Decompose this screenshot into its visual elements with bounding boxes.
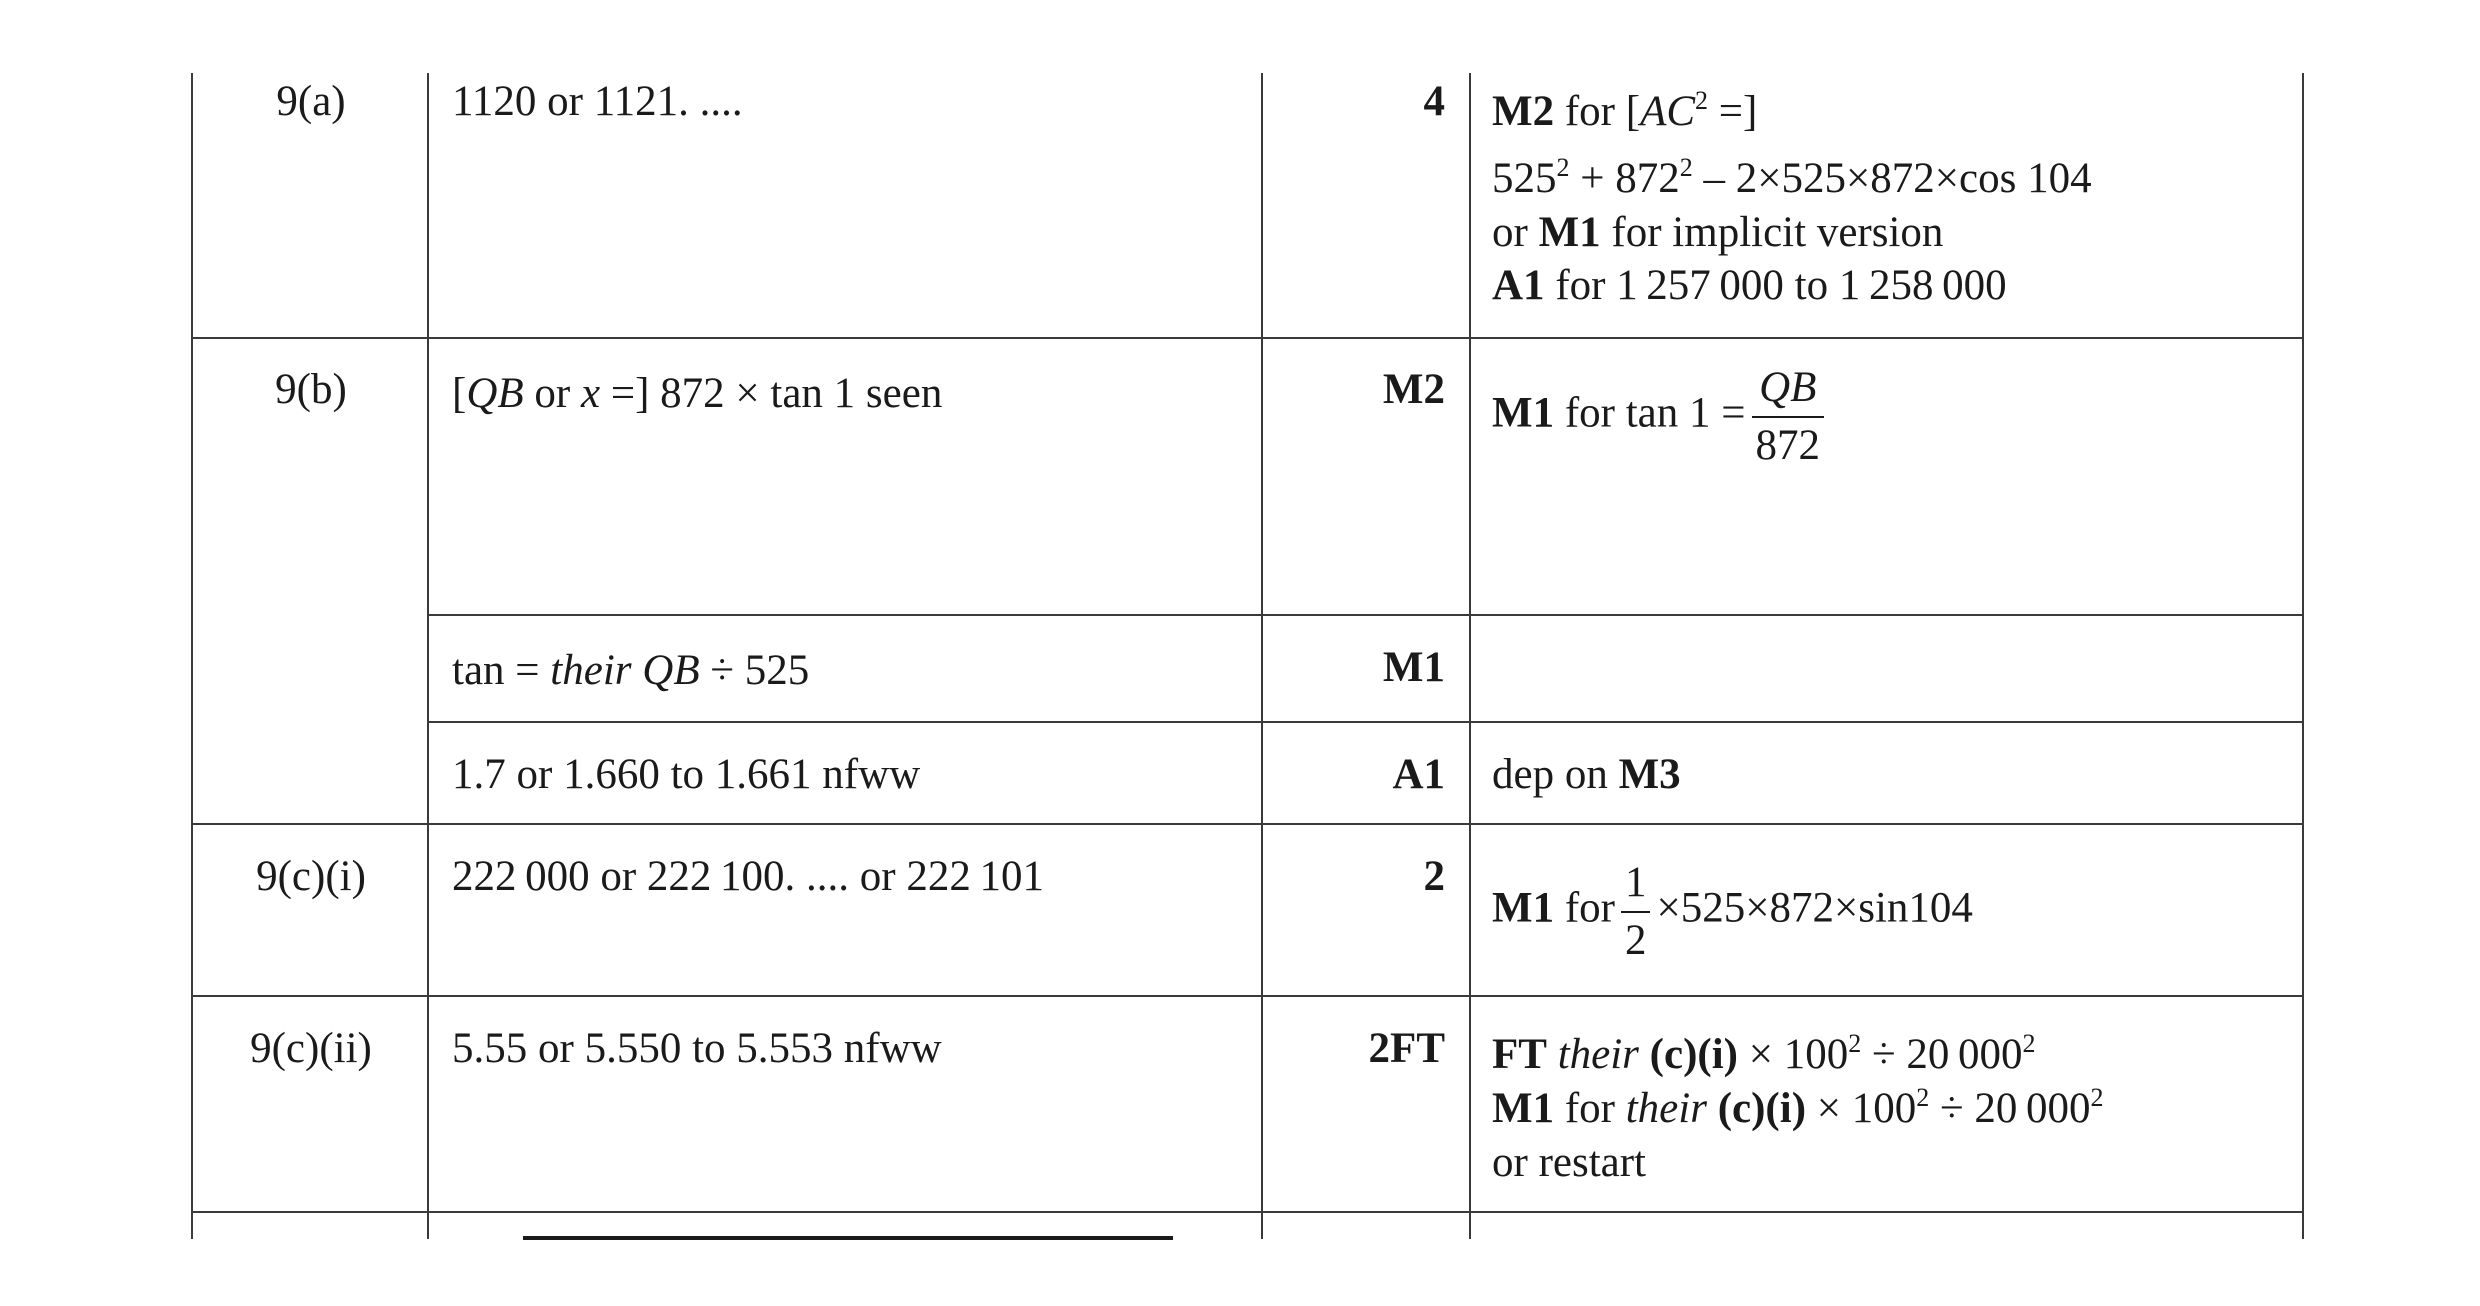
variable-text: x bbox=[580, 370, 601, 417]
answer-part: ÷ 525 bbox=[699, 647, 810, 694]
guidance-line bbox=[1492, 749, 1681, 801]
marks-value: A1 bbox=[1392, 751, 1445, 798]
guidance-text bbox=[1547, 1031, 1558, 1078]
answer-text bbox=[452, 368, 942, 420]
row-divider bbox=[191, 995, 2304, 997]
answer-text: 1120 or 1121. .... bbox=[452, 78, 743, 125]
question-number: 9(a) bbox=[276, 78, 346, 125]
guidance-line bbox=[1492, 153, 2092, 205]
marks-value: M1 bbox=[1382, 644, 1445, 691]
guidance-text: dep on bbox=[1492, 751, 1619, 798]
mark-code: M2 bbox=[1492, 88, 1555, 135]
table-divider-marks bbox=[1261, 73, 1263, 1239]
guidance-text: for implicit version bbox=[1600, 209, 1944, 256]
answer-text: 5.55 or 5.550 to 5.553 nfww bbox=[452, 1025, 942, 1072]
exponent: 2 bbox=[1695, 86, 1709, 115]
table-divider-guidance bbox=[1469, 73, 1471, 1239]
row-divider bbox=[191, 1211, 2304, 1213]
guidance-text: + 872 bbox=[1569, 155, 1680, 202]
guidance-text: – 2×525×872×cos 104 bbox=[1692, 155, 2092, 202]
table-border-right bbox=[2302, 73, 2304, 1239]
variable-text: QB bbox=[466, 370, 524, 417]
mark-code: FT bbox=[1492, 1031, 1547, 1078]
row-divider bbox=[427, 614, 2304, 616]
guidance-text: for bbox=[1554, 884, 1615, 932]
guidance-text: for tan 1 = bbox=[1554, 389, 1746, 437]
answer-part: or bbox=[523, 370, 581, 417]
guidance-text: ÷ 20 000 bbox=[1861, 1031, 2023, 1078]
guidance-text: × 100 bbox=[1806, 1085, 1917, 1132]
guidance-text: ×525×872×sin104 bbox=[1656, 884, 1973, 932]
guidance-text: 525 bbox=[1492, 155, 1557, 202]
guidance-text: for bbox=[1554, 1085, 1626, 1132]
exponent: 2 bbox=[1916, 1083, 1930, 1112]
answer-text: 222 000 or 222 100. .... or 222 101 bbox=[452, 853, 1044, 900]
guidance-line bbox=[1492, 260, 2007, 312]
fraction-denominator: 872 bbox=[1755, 421, 1821, 469]
row-divider bbox=[191, 337, 2304, 339]
marks-value: 2FT bbox=[1368, 1025, 1445, 1072]
guidance-text: for [ bbox=[1554, 88, 1641, 135]
fraction bbox=[1621, 857, 1651, 966]
guidance-text: for 1 257 000 to 1 258 000 bbox=[1544, 262, 2007, 309]
answer-text: 1.7 or 1.660 to 1.661 nfww bbox=[452, 751, 921, 798]
answer-part: =] 872 × tan 1 seen bbox=[600, 370, 943, 417]
exponent: 2 bbox=[1848, 1029, 1862, 1058]
row-divider bbox=[427, 721, 2304, 723]
variable-text: their bbox=[1625, 1085, 1707, 1132]
guidance-text: or bbox=[1492, 209, 1539, 256]
marks-value: 4 bbox=[1423, 78, 1445, 125]
mark-code: M1 bbox=[1492, 389, 1555, 437]
variable-text: their bbox=[1557, 1031, 1639, 1078]
variable-text: their QB bbox=[550, 647, 700, 694]
variable-text: AC bbox=[1640, 88, 1696, 135]
answer-text bbox=[452, 645, 809, 697]
marks-value: M2 bbox=[1382, 366, 1445, 413]
mark-code: A1 bbox=[1492, 262, 1545, 309]
guidance-line bbox=[1492, 362, 1830, 471]
exponent: 2 bbox=[1556, 153, 1570, 182]
part-reference: (c)(i) bbox=[1638, 1031, 1738, 1078]
guidance-line bbox=[1492, 207, 1943, 259]
footer-rule bbox=[523, 1236, 1173, 1240]
fraction-numerator: 1 bbox=[1621, 857, 1651, 913]
exponent: 2 bbox=[2090, 1083, 2104, 1112]
fraction-denominator: 2 bbox=[1624, 916, 1647, 964]
part-reference: (c)(i) bbox=[1706, 1085, 1807, 1132]
guidance-text: =] bbox=[1708, 88, 1758, 135]
guidance-text: × 100 bbox=[1737, 1031, 1849, 1078]
exponent: 2 bbox=[2022, 1029, 2036, 1058]
question-number: 9(b) bbox=[275, 366, 347, 413]
exponent: 2 bbox=[1679, 153, 1693, 182]
fraction bbox=[1752, 362, 1825, 471]
guidance-line bbox=[1492, 1029, 2035, 1081]
answer-part: tan = bbox=[452, 647, 551, 694]
guidance-text: ÷ 20 000 bbox=[1929, 1085, 2091, 1132]
mark-code: M1 bbox=[1538, 209, 1601, 256]
mark-code: M1 bbox=[1492, 1085, 1555, 1132]
row-divider bbox=[191, 823, 2304, 825]
mark-code: M3 bbox=[1618, 751, 1681, 798]
question-number: 9(c)(ii) bbox=[250, 1025, 372, 1072]
answer-part: [ bbox=[452, 370, 467, 417]
question-number: 9(c)(i) bbox=[256, 853, 366, 900]
guidance-line: or restart bbox=[1492, 1139, 1647, 1186]
guidance-line bbox=[1492, 86, 1757, 138]
guidance-line bbox=[1492, 1083, 2104, 1135]
guidance-line bbox=[1492, 857, 1973, 966]
mark-code: M1 bbox=[1492, 884, 1555, 932]
marks-value: 2 bbox=[1423, 853, 1445, 900]
fraction-numerator: QB bbox=[1752, 362, 1825, 418]
